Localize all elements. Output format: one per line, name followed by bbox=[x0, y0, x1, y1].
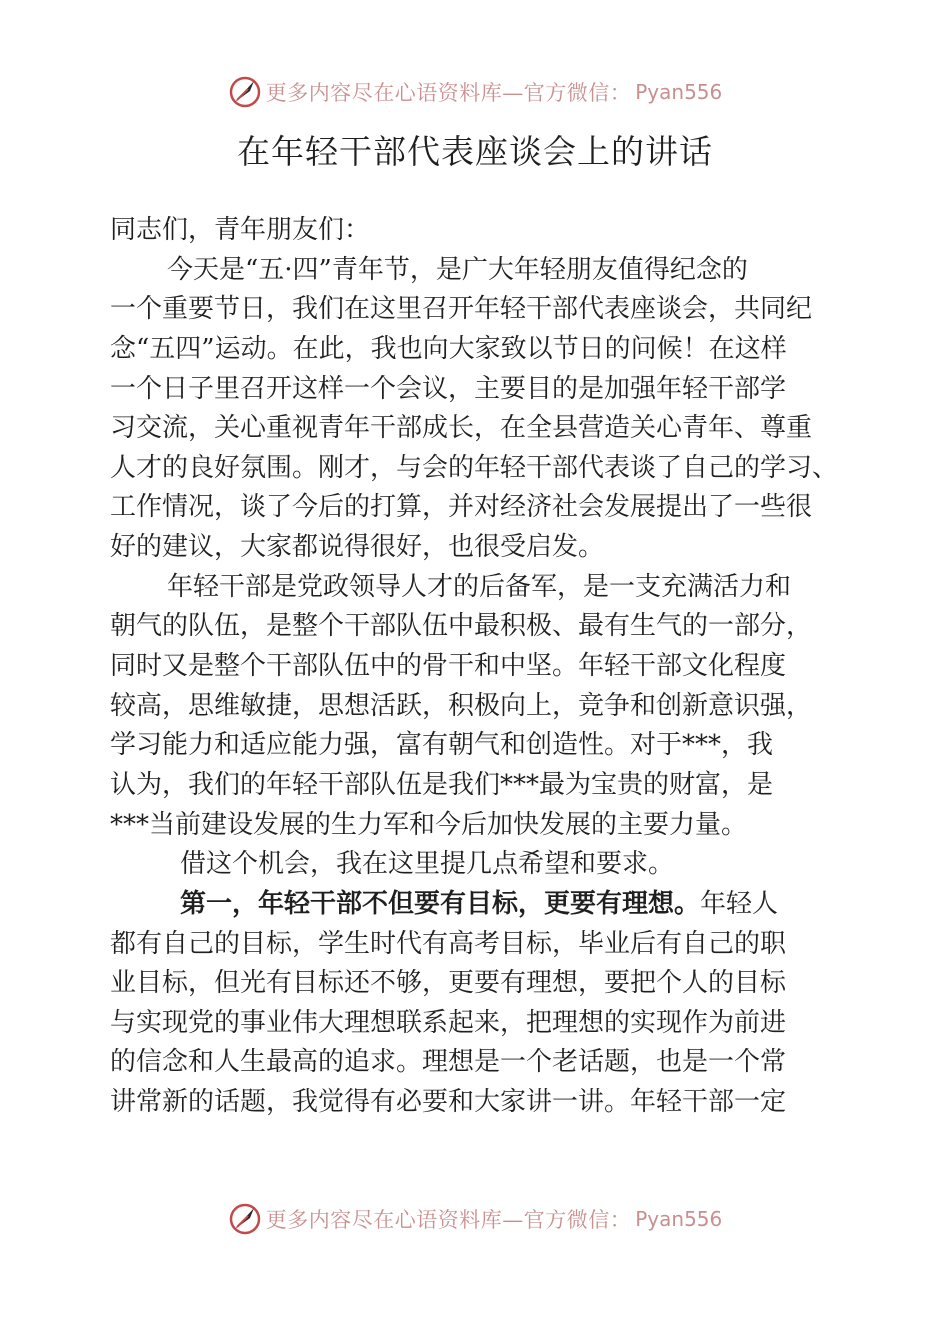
body-line: 借这个机会，我在这里提几点希望和要求。 bbox=[180, 849, 675, 880]
body-line: 的信念和人生最高的追求。理想是一个老话题，也是一个常 bbox=[110, 1047, 787, 1078]
body-line: 都有自己的目标，学生时代有高考目标，毕业后有自己的职 bbox=[110, 928, 787, 959]
watermark-text: 更多内容尽在心语资料库—官方微信： bbox=[265, 81, 632, 105]
watermark-footer bbox=[0, 1199, 950, 1239]
watermark-text: 更多内容尽在心语资料库—官方微信： bbox=[265, 1208, 632, 1232]
body-text: 年轻人 bbox=[700, 888, 779, 919]
body-line: 年轻干部是党政领导人才的后备军，是一支充满活力和 bbox=[167, 571, 792, 602]
body-line: 念“五四”运动。在此，我也向大家致以节日的问候！在这样 bbox=[110, 333, 787, 364]
body-line: 朝气的队伍，是整个干部队伍中最积极、最有生气的一部分， bbox=[110, 611, 813, 642]
document-title: 在年轻干部代表座谈会上的讲话 bbox=[237, 132, 713, 171]
body-line: 学习能力和适应能力强，富有朝气和创造性。对于***，我 bbox=[110, 730, 774, 761]
body-line: ***当前建设发展的生力军和今后加快发展的主要力量。 bbox=[110, 809, 748, 840]
document-body bbox=[110, 211, 890, 1123]
body-line: 工作情况，谈了今后的打算，并对经济社会发展提出了一些很 bbox=[110, 492, 813, 523]
salutation-line: 同志们，青年朋友们： bbox=[110, 215, 371, 245]
body-line: 同时又是整个干部队伍中的骨干和中坚。年轻干部文化程度 bbox=[110, 651, 787, 682]
body-line: 一个重要节日，我们在这里召开年轻干部代表座谈会，共同纪 bbox=[110, 294, 813, 325]
body-line: 今天是“五·四”青年节，是广大年轻朋友值得纪念的 bbox=[167, 254, 748, 285]
watermark-id: Pyan556 bbox=[635, 80, 723, 104]
body-line: 一个日子里召开这样一个会议，主要目的是加强年轻干部学 bbox=[110, 373, 787, 404]
body-line: 与实现党的事业伟大理想联系起来，把理想的实现作为前进 bbox=[110, 1007, 787, 1038]
body-line: 较高，思维敏捷，思想活跃，积极向上，竞争和创新意识强， bbox=[110, 690, 813, 721]
body-line: 认为，我们的年轻干部队伍是我们***最为宝贵的财富，是 bbox=[110, 769, 774, 800]
point-one-heading: 第一，年轻干部不但要有目标，更要有理想。 bbox=[180, 888, 701, 919]
quill-logo-icon bbox=[228, 1202, 262, 1236]
body-line: 业目标，但光有目标还不够，更要有理想，要把个人的目标 bbox=[110, 968, 787, 999]
body-line: 人才的良好氛围。刚才，与会的年轻干部代表谈了自己的学习、 bbox=[110, 452, 839, 483]
body-line: 好的建议，大家都说得很好，也很受启发。 bbox=[110, 532, 605, 563]
watermark-header bbox=[0, 72, 950, 112]
body-line: 习交流，关心重视青年干部成长，在全县营造关心青年、尊重 bbox=[110, 413, 813, 444]
body-line: 讲常新的话题，我觉得有必要和大家讲一讲。年轻干部一定 bbox=[110, 1087, 787, 1118]
body-line-with-heading bbox=[110, 885, 890, 925]
quill-logo-icon bbox=[228, 75, 262, 109]
watermark-id: Pyan556 bbox=[635, 1207, 723, 1231]
